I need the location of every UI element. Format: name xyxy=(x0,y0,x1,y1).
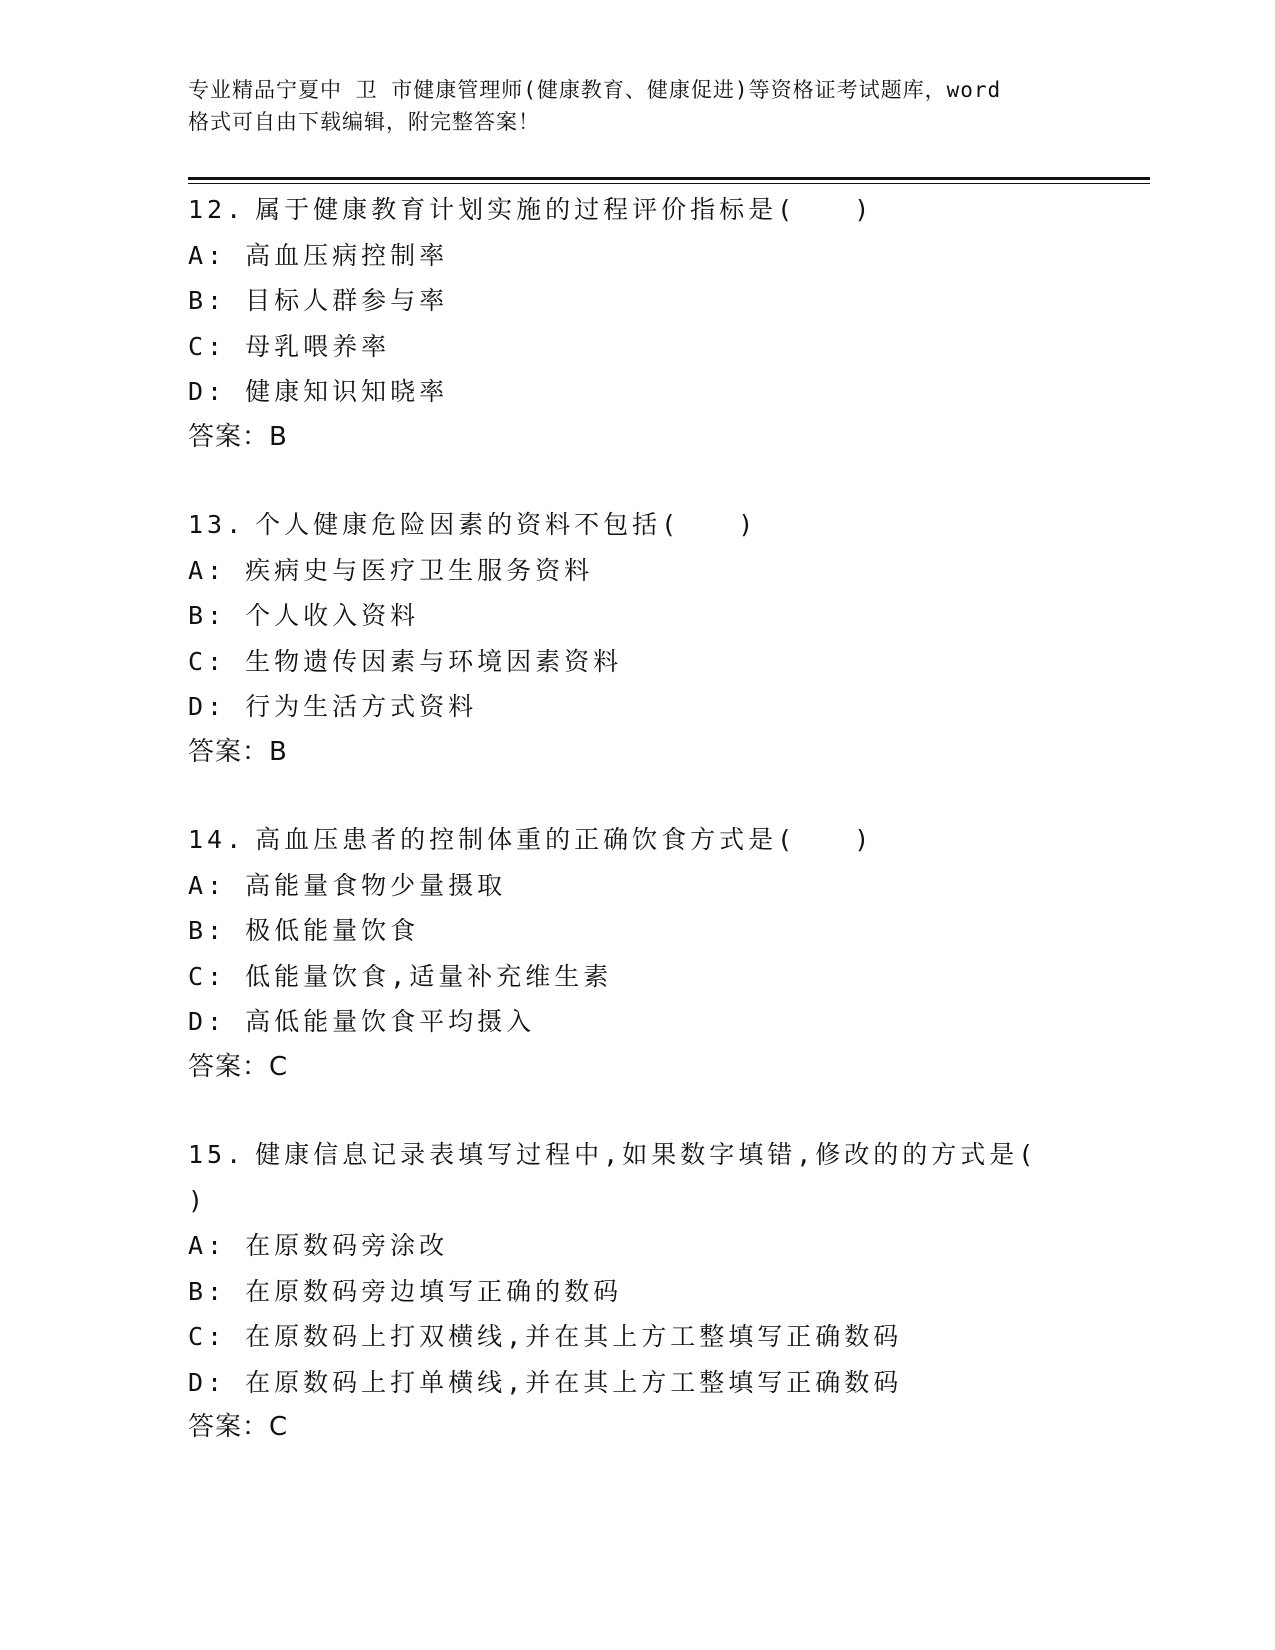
answer-line: 答案：C xyxy=(188,1051,289,1082)
question-text: 高血压患者的控制体重的正确饮食方式是( ) xyxy=(255,825,874,854)
option-a: A: 在原数码旁涂改 xyxy=(188,1231,449,1260)
option-b: B: 极低能量饮食 xyxy=(188,916,420,945)
question-number: 13. xyxy=(188,510,246,539)
option-b: B: 在原数码旁边填写正确的数码 xyxy=(188,1276,623,1306)
header-line-1: 专业精品宁夏中 卫 市健康管理师(健康教育、健康促进)等资格证考试题库，word xyxy=(188,78,1002,102)
document-header xyxy=(188,74,1088,138)
header-divider-thick xyxy=(188,177,1150,180)
question-block xyxy=(188,187,1150,460)
header-divider-thin xyxy=(188,183,1150,184)
question-text: 属于健康教育计划实施的过程评价指标是( ) xyxy=(255,195,874,224)
question-block xyxy=(188,1132,1150,1451)
option-b: B: 个人收入资料 xyxy=(188,601,420,630)
option-c: C: 生物遗传因素与环境因素资料 xyxy=(188,646,623,676)
question-list xyxy=(188,187,1150,1493)
question-stem xyxy=(188,502,1150,548)
question-number: 15. xyxy=(188,1140,246,1169)
option-d: D: 高低能量饮食平均摄入 xyxy=(188,1007,536,1036)
question-stem xyxy=(188,817,1150,863)
question-text: 个人健康危险因素的资料不包括( ) xyxy=(255,510,758,539)
question-stem xyxy=(188,1132,1150,1223)
option-d: D: 健康知识知晓率 xyxy=(188,377,449,406)
question-text: 健康信息记录表填写过程中,如果数字填错,修改的的方式是( xyxy=(255,1140,1038,1169)
answer-line: 答案：C xyxy=(188,1412,289,1442)
question-number: 12. xyxy=(188,195,246,224)
option-a: A: 高能量食物少量摄取 xyxy=(188,870,507,900)
option-c: C: 低能量饮食,适量补充维生素 xyxy=(188,961,613,991)
question-text-continuation: ) xyxy=(188,1185,208,1215)
option-c: C: 母乳喂养率 xyxy=(188,331,391,361)
question-stem xyxy=(188,187,1150,233)
question-number: 14. xyxy=(188,825,246,854)
question-block xyxy=(188,502,1150,775)
option-a: A: 疾病史与医疗卫生服务资料 xyxy=(188,555,594,585)
option-c: C: 在原数码上打双横线,并在其上方工整填写正确数码 xyxy=(188,1322,903,1351)
answer-line: 答案：B xyxy=(188,421,288,452)
option-b: B: 目标人群参与率 xyxy=(188,286,449,315)
option-d: D: 行为生活方式资料 xyxy=(188,692,478,721)
option-d: D: 在原数码上打单横线,并在其上方工整填写正确数码 xyxy=(188,1367,903,1397)
option-a: A: 高血压病控制率 xyxy=(188,240,449,270)
question-block xyxy=(188,817,1150,1090)
header-line-2: 格式可自由下载编辑，附完整答案！ xyxy=(188,110,540,134)
answer-line: 答案：B xyxy=(188,736,288,767)
